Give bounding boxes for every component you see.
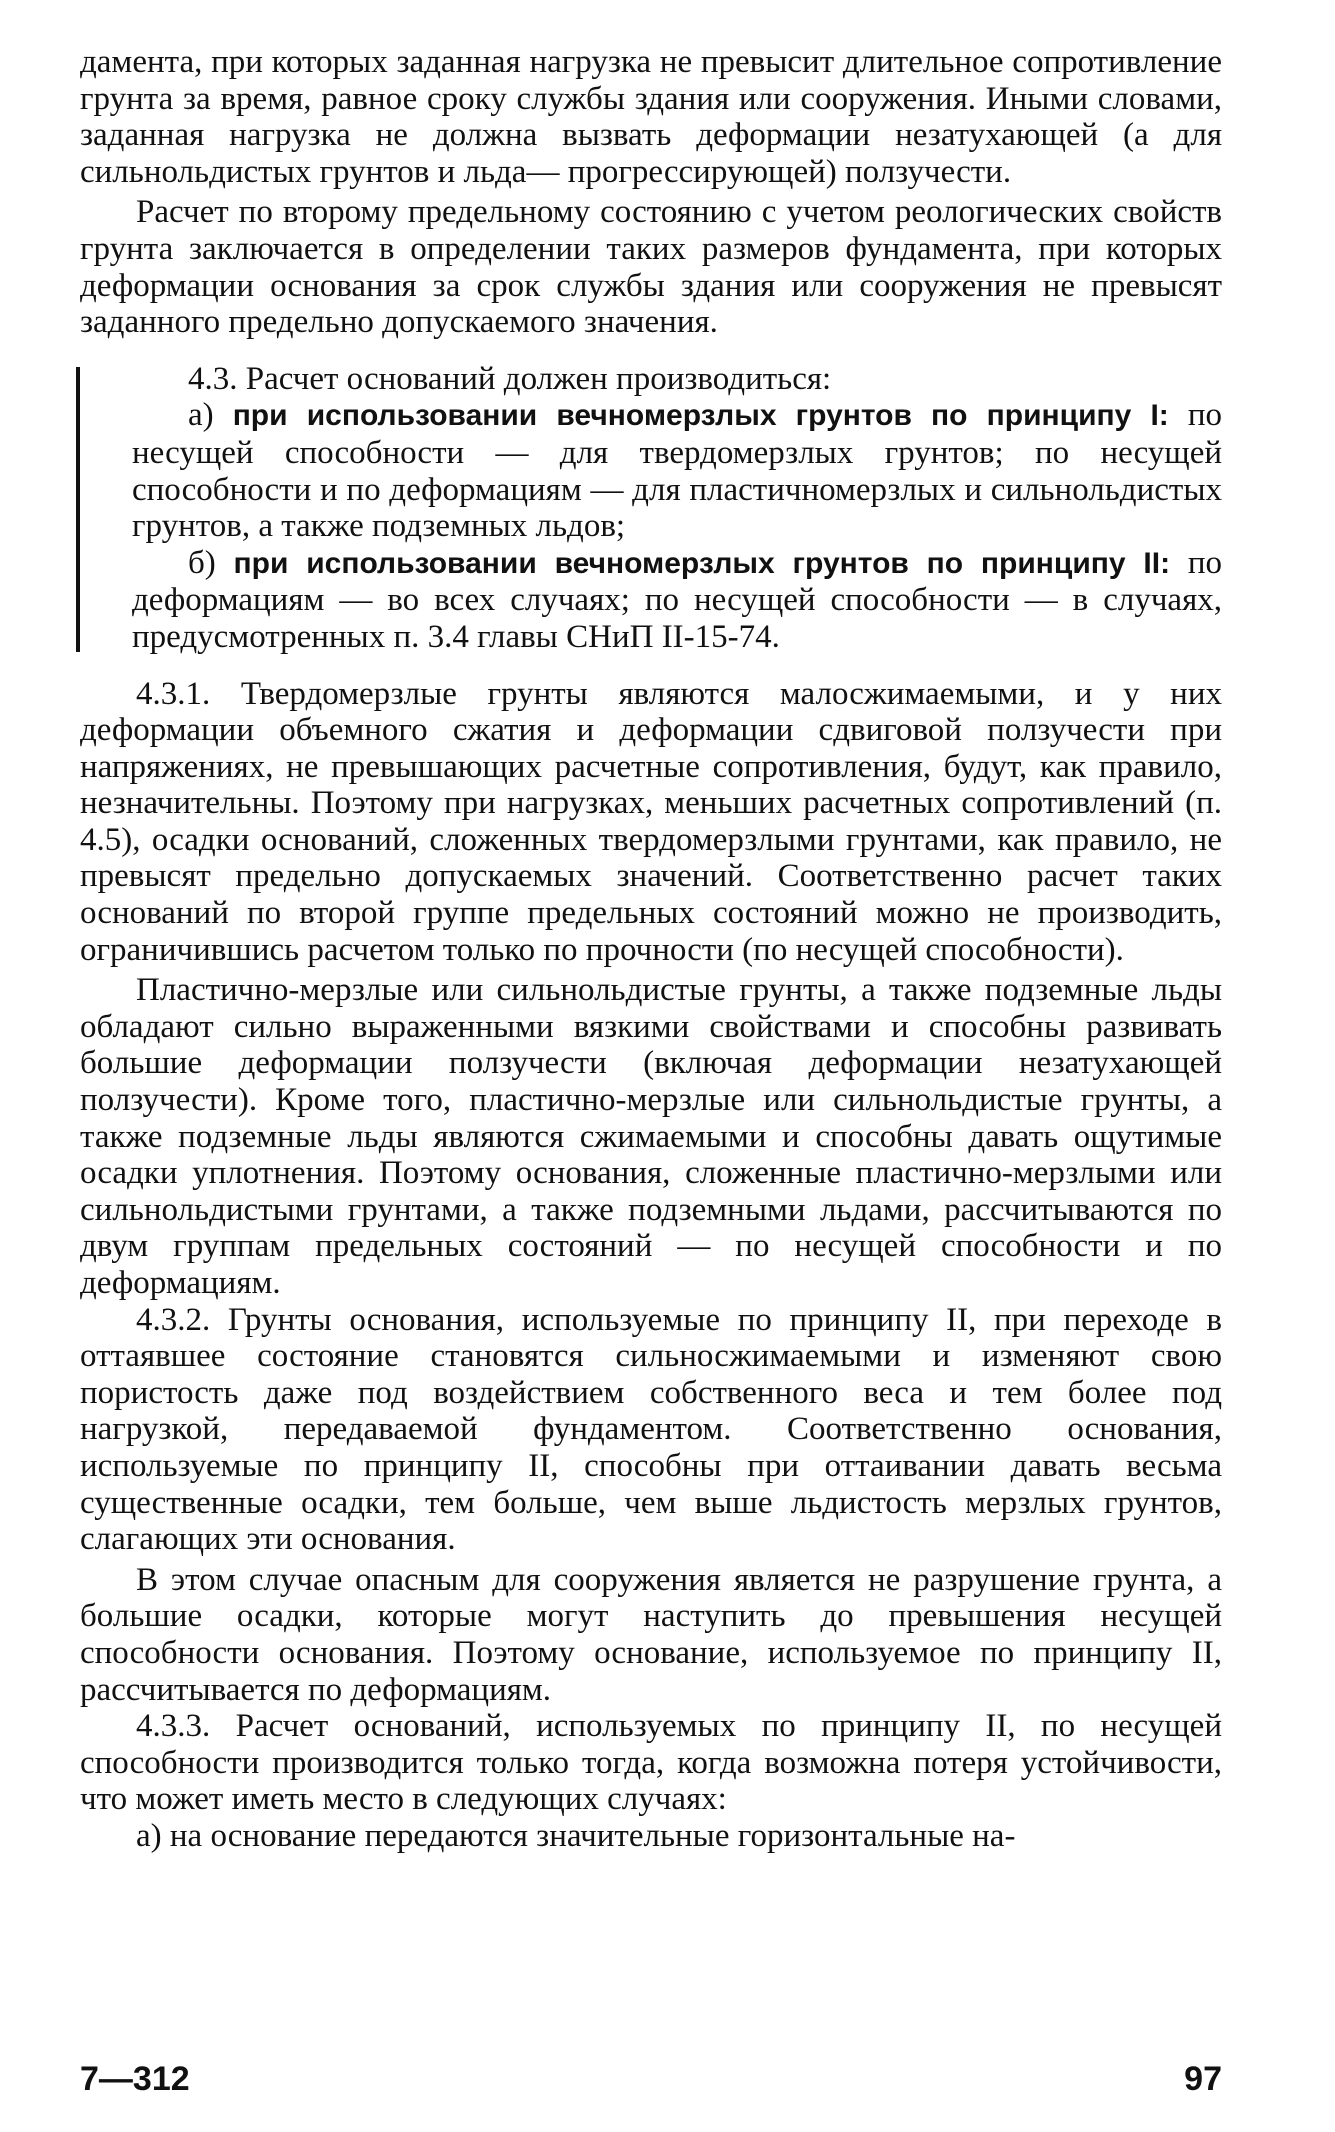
- section-4-3-block: [80, 361, 1222, 656]
- page-number: 97: [1184, 2060, 1222, 2098]
- page-body: [80, 44, 1222, 1855]
- item-a-marker: а): [188, 397, 233, 434]
- item-b-text: по деформациям — во всех случаях; по несущей способности — в случаях, предусмотренных п. 3.4 главы СНиП II-15-74.: [132, 544, 1222, 655]
- paragraph-continuation: дамента, при которых заданная нагрузка не превысит длительное сопротивление грунта за время, равное сроку службы здания или сооружения. Иными словами, заданная нагрузка не должна вызвать деформации незатухающей (а для сильнольдистых грунтов и льда— прогрессирующей) ползучести.: [80, 44, 1222, 190]
- paragraph-second-limit-state: Расчет по второму предельному состоянию с учетом реологических свойств грунта заключается в определении таких размеров фундамента, при которых деформации основания за срок службы здания или сооружения не превысят заданного предельно допускаемого значения.: [80, 194, 1222, 341]
- section-4-3-3: 4.3.3. Расчет оснований, используемых по принципу II, по несущей способности производится только тогда, когда возможна потеря устойчивости, что может иметь место в следующих случаях:: [80, 1708, 1222, 1818]
- page-footer: [80, 2060, 1222, 2100]
- section-4-3-1: 4.3.1. Твердомерзлые грунты являются малосжимаемыми, и у них деформации объемного сжатия и деформации сдвиговой ползучести при напряжениях, не превышающих расчетные сопротивления, будут, как правило, незначительны. Поэтому при нагрузках, меньших расчетных сопротивлений (п. 4.5), осадки оснований, сложенных твердомерзлыми грунтами, как правило, не превысят предельно допускаемых значений. Соответственно расчет таких оснований по второй группе предельных состояний можно не производить, ограничившись расчетом только по прочности (по несущей способности).: [80, 675, 1222, 968]
- item-a-bold-text: при использовании вечномерзлых грунтов по принципу I:: [232, 399, 1169, 433]
- section-4-3-item-b: [80, 545, 1222, 656]
- print-signature: 7—312: [80, 2060, 190, 2098]
- item-b-bold-text: при использовании вечномерзлых грунтов по принципу II:: [233, 546, 1171, 580]
- margin-change-bar: [76, 367, 80, 652]
- section-4-3-2: 4.3.2. Грунты основания, используемые по принципу II, при переходе в оттаявшее состояние становятся сильносжимаемыми и изменяют свою пористость даже под воздействием собственного веса и тем более под нагрузкой, передаваемой фундаментом. Соответственно основания, используемые по принципу II, способны при оттаивании давать весьма существенные осадки, тем больше, чем выше льдистость мерзлых грунтов, слагающих эти основания.: [80, 1301, 1222, 1558]
- section-4-3-3-item-a: а) на основание передаются значительные горизонтальные на-: [136, 1817, 1016, 1854]
- paragraph-danger-case: В этом случае опасным для сооружения является не разрушение грунта, а большие осадки, которые могут наступить до превышения несущей способности основания. Поэтому основание, используемое по принципу II, рассчитывается по деформациям.: [80, 1561, 1222, 1708]
- section-4-3-heading: 4.3. Расчет оснований должен производиться:: [188, 360, 832, 397]
- section-4-3-item-a: [80, 397, 1222, 544]
- paragraph-plastic-frozen: Пластично-мерзлые или сильнольдистые грунты, а также подземные льды обладают сильно выраженными вязкими свойствами и способны развивать большие деформации ползучести (включая деформации незатухающей ползучести). Кроме того, пластично-мерзлые или сильнольдистые грунты, а также подземные льды являются сжимаемыми и способны давать ощутимые осадки уплотнения. Поэтому основания, сложенные пластично-мерзлыми или сильнольдистыми грунтами, а также подземными льдами, рассчитываются по двум группам предельных состояний — по несущей способности и по деформациям.: [80, 972, 1222, 1301]
- item-b-marker: б): [188, 544, 234, 581]
- item-a-text: по несущей способности — для твердомерзлых грунтов; по несущей способности и по деформациям — для пластичномерзлых и сильнольдистых грунтов, а также подземных льдов;: [132, 397, 1222, 545]
